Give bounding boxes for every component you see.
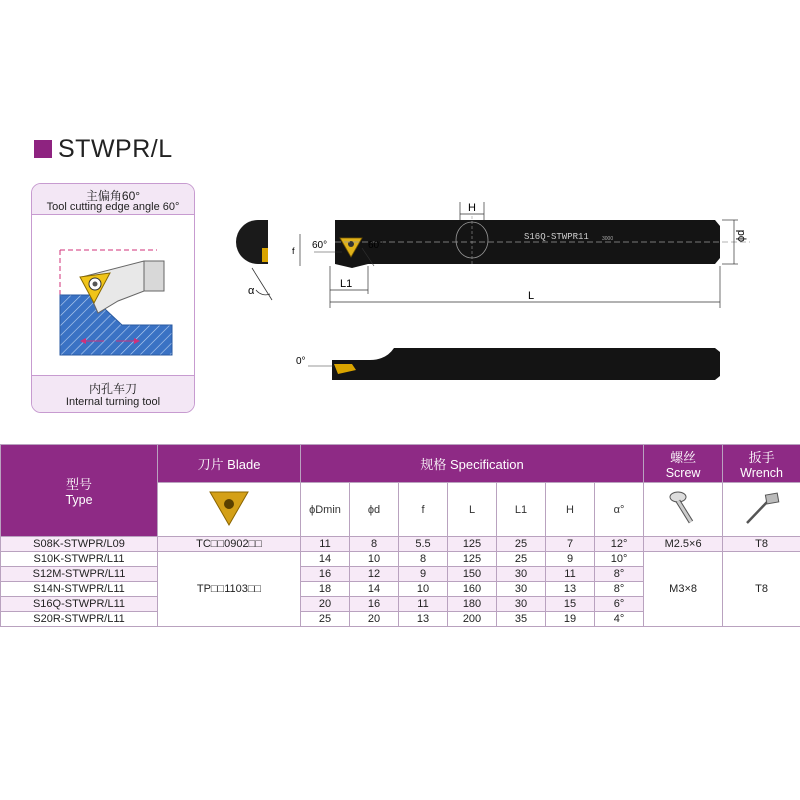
h-cell: 15 [546,597,595,612]
f-cell: 10 [399,582,448,597]
end-view-insert [262,248,268,262]
h-cell: 11 [546,567,595,582]
alpha-cell: 10° [595,552,644,567]
col-h: H [546,483,595,537]
model-cell: S20R-STWPR/L11 [1,612,158,627]
col-l: L [448,483,497,537]
title-accent-square [34,140,52,158]
screw-cell-merged: M3×8 [644,552,723,627]
table-row [1,552,800,567]
blade-cell-merged: TP□□1103□□ [158,552,301,627]
tool-type-cn: 内孔车刀 [88,382,137,396]
screw-image-cell [644,483,723,537]
dmin-cell: 16 [301,567,350,582]
f-cell: 11 [399,597,448,612]
f-cell: 9 [399,567,448,582]
l-cell: 150 [448,567,497,582]
d-cell: 10 [350,552,399,567]
dmin-cell: 25 [301,612,350,627]
h-label: H [468,202,476,214]
d-cell: 16 [350,597,399,612]
wrench-image-cell [723,483,800,537]
d-cell: 20 [350,612,399,627]
blade-header-label: 刀片 Blade [197,457,261,472]
triangle-insert-icon [207,488,251,528]
col-d: ϕd [350,483,399,537]
specification-table [0,444,800,627]
alpha-cell: 8° [595,567,644,582]
d-cell: 14 [350,582,399,597]
tool-type-en: Internal turning tool [65,396,161,408]
blade-cell: TC□□0902□□ [158,537,301,552]
l1-cell: 30 [497,567,546,582]
type-header-cn: 型号 [65,477,92,492]
card-footer [32,375,194,413]
top-view-shank [332,348,720,380]
cutting-angle-en: Tool cutting edge angle 60° [46,201,180,213]
alpha-cell: 12° [595,537,644,552]
tool-info-card [31,183,195,413]
screw-head [93,282,98,287]
col-alpha: α° [595,483,644,537]
workpiece-hatch [60,295,172,355]
alpha-cell: 6° [595,597,644,612]
l1-cell: 30 [497,597,546,612]
table-row [1,537,800,552]
d-cell: 8 [350,537,399,552]
f-label: f [292,246,295,256]
angle-60-left: 60° [312,240,328,251]
wrench-header-en: Wrench [740,466,784,480]
model-cell: S14N-STWPR/L11 [1,582,158,597]
screw-header-cn: 螺丝 [670,450,697,465]
f-cell: 5.5 [399,537,448,552]
blade-header [158,445,301,483]
page-title: STWPR/L [58,135,173,163]
l-cell: 125 [448,537,497,552]
dmin-cell: 20 [301,597,350,612]
tool-shank [144,261,164,291]
h-cell: 9 [546,552,595,567]
l-cell: 180 [448,597,497,612]
side-view-shank [335,220,720,268]
h-cell: 19 [546,612,595,627]
spec-header-label: 规格 Specification [420,457,524,472]
l-label: L [528,290,535,302]
h-cell: 13 [546,582,595,597]
l1-cell: 25 [497,537,546,552]
card-header [32,184,194,215]
col-l1: L1 [497,483,546,537]
shank-small-marking: 3000 [602,236,614,242]
wrench-cell: T8 [723,537,800,552]
l1-cell: 35 [497,612,546,627]
phi-d-label: ϕd [735,229,747,242]
l-cell: 200 [448,612,497,627]
screw-cell: M2.5×6 [644,537,723,552]
model-cell: S16Q-STWPR/L11 [1,597,158,612]
l1-cell: 25 [497,552,546,567]
wrench-icon [742,488,782,528]
model-cell: S08K-STWPR/L09 [1,537,158,552]
alpha-label: α [248,285,255,297]
spec-header [301,445,644,483]
f-cell: 8 [399,552,448,567]
dmin-cell: 14 [301,552,350,567]
wrench-cell-merged: T8 [723,552,800,627]
f-cell: 13 [399,612,448,627]
wrench-header [723,445,800,483]
alpha-cell: 4° [595,612,644,627]
blade-image-cell [158,483,301,537]
col-f: f [399,483,448,537]
screw-header-en: Screw [665,466,701,480]
angle-60-right: 60° [368,240,384,251]
dmin-cell: 18 [301,582,350,597]
screw-icon [667,488,699,528]
cutting-angle-cn: 主偏角60° [85,189,141,203]
alpha-line [252,268,272,300]
model-cell: S12M-STWPR/L11 [1,567,158,582]
internal-turning-illustration [32,215,194,375]
l1-label: L1 [340,278,353,290]
wrench-header-cn: 扳手 [748,450,775,465]
type-header-en: Type [65,493,93,507]
l-cell: 160 [448,582,497,597]
model-cell: S10K-STWPR/L11 [1,552,158,567]
type-header [1,445,158,537]
l-cell: 125 [448,552,497,567]
dmin-cell: 11 [301,537,350,552]
tool-technical-drawing [210,190,750,390]
shank-marking: S16Q-STWPR11 [524,232,589,242]
h-cell: 7 [546,537,595,552]
d-cell: 12 [350,567,399,582]
zero-angle-label: 0° [296,356,306,367]
screw-header [644,445,723,483]
col-dmin: ϕDmin [301,483,350,537]
l1-cell: 30 [497,582,546,597]
alpha-cell: 8° [595,582,644,597]
